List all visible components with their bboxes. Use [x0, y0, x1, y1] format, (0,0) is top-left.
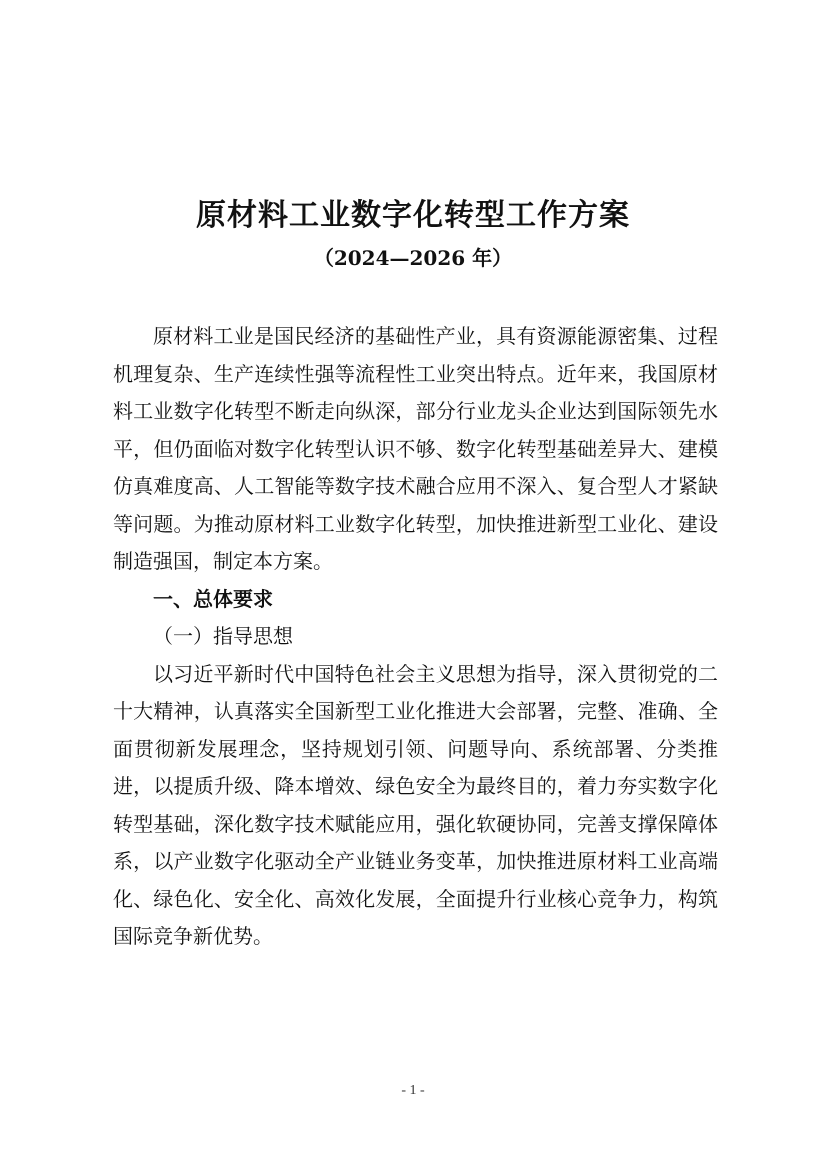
guiding-paragraph: 以习近平新时代中国特色社会主义思想为指导，深入贯彻党的二十大精神，认真落实全国新型工业化推进大会部署，完整、准确、全面贯彻新发展理念，坚持规划引领、问题导向、系统部署、分类推进，以提质升级、降本增效、绿色安全为最终目的，着力夯实数字化转型基础，深化数字技术赋能应用，强化软硬协同，完善支撑保障体系，以产业数字化驱动全产业链业务变革，加快推进原材料工业高端化、绿色化、安全化、高效化发展，全面提升行业核心竞争力，构筑国际竞争新优势。 — [113, 661, 718, 948]
section-heading: 一、总体要求 — [153, 586, 273, 611]
intro-paragraph: 原材料工业是国民经济的基础性产业，具有资源能源密集、过程机理复杂、生产连续性强等流程性工业突出特点。近年来，我国原材料工业数字化转型不断走向纵深，部分行业龙头企业达到国际领先水平，但仍面临对数字化转型认识不够、数字化转型基础差异大、建模仿真难度高、人工智能等数字技术融合应用不深入、复合型人才紧缺等问题。为推动原材料工业数字化转型，加快推进新型工业化、建设制造强国，制定本方案。 — [113, 324, 718, 573]
subsection-heading: （一）指导思想 — [153, 624, 293, 648]
document-subtitle: （2024—2026 年） — [313, 246, 513, 270]
document-body — [113, 318, 718, 956]
page-number: - 1 - — [401, 1083, 425, 1098]
document-title: 原材料工业数字化转型工作方案 — [196, 198, 630, 233]
